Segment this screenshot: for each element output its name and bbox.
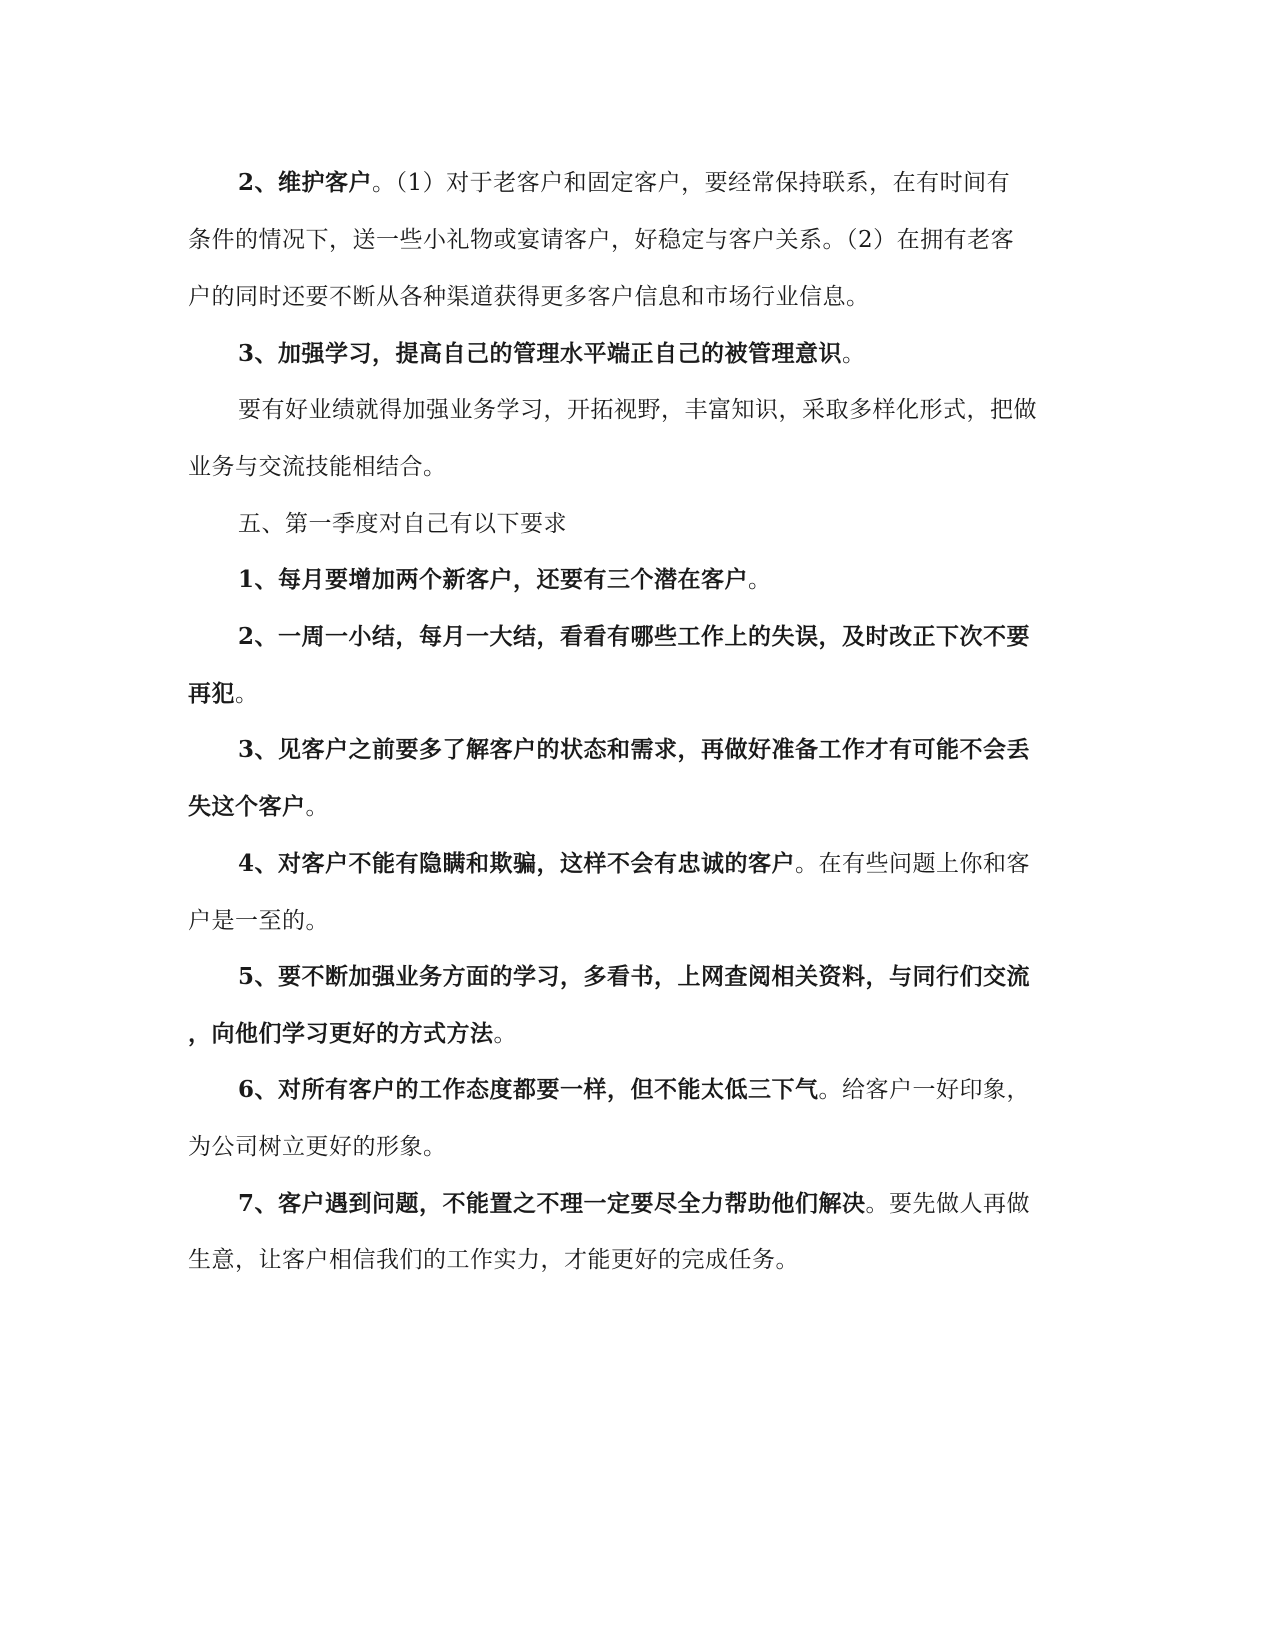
text-line [188, 1019, 1088, 1049]
text-line [238, 849, 1088, 879]
text-line [188, 1245, 1088, 1275]
bold-text: 3、见客户之前要多了解客户的状态和需求，再做好准备工作才有可能不会丢 [238, 736, 1031, 763]
normal-text: 要有好业绩就得加强业务学习，开拓视野，丰富知识，采取多样化形式，把做 [238, 397, 1037, 423]
bold-text: 6、对所有客户的工作态度都要一样，但不能太低三下气 [238, 1076, 819, 1103]
text-line [238, 395, 1088, 425]
text-line [238, 565, 1088, 595]
text-line [188, 1132, 1088, 1162]
normal-text: 。 [842, 341, 866, 367]
text-line [238, 735, 1088, 765]
bold-text: 2、一周一小结，每月一大结，看看有哪些工作上的失误，及时改正下次不要 [238, 623, 1031, 650]
normal-text: 。 [493, 1021, 517, 1047]
normal-text: 。要先做人再做 [865, 1191, 1031, 1217]
bold-text: ，向他们学习更好的方式方法 [188, 1020, 494, 1047]
normal-text: 。 [305, 794, 329, 820]
normal-text: 户的同时还要不断从各种渠道获得更多客户信息和市场行业信息。 [188, 284, 870, 310]
bold-text: 7、客户遇到问题，不能置之不理一定要尽全力帮助他们解决 [238, 1190, 866, 1217]
normal-text: 业务与交流技能相结合。 [188, 454, 447, 480]
text-line [188, 225, 1088, 255]
bold-text: 4、对客户不能有隐瞒和欺骗，这样不会有忠诚的客户 [238, 850, 796, 877]
section-heading [238, 509, 1088, 539]
bold-text: 再犯 [188, 680, 235, 707]
normal-text: 。给客户一好印象， [818, 1077, 1031, 1103]
text-line [188, 792, 1088, 822]
normal-text: 条件的情况下，送一些小礼物或宴请客户，好稳定与客户关系。（2）在拥有老客 [188, 227, 1015, 253]
text-line [188, 679, 1088, 709]
text-line [188, 906, 1088, 936]
text-line [238, 339, 1088, 369]
bold-text: 5、要不断加强业务方面的学习，多看书，上网查阅相关资料，与同行们交流 [238, 963, 1031, 990]
text-line [238, 962, 1088, 992]
normal-text: 。 [748, 567, 772, 593]
bold-text: 1、每月要增加两个新客户，还要有三个潜在客户 [238, 566, 749, 593]
text-line [238, 1075, 1088, 1105]
text-line [188, 282, 1088, 312]
text-line [188, 452, 1088, 482]
bold-text: 3、加强学习，提高自己的管理水平端正自己的被管理意识 [238, 340, 843, 367]
bold-text: 失这个客户 [188, 793, 306, 820]
normal-text: 户是一至的。 [188, 908, 329, 934]
text-line [238, 168, 1088, 198]
normal-text: 生意，让客户相信我们的工作实力，才能更好的完成任务。 [188, 1247, 799, 1273]
normal-text: 。在有些问题上你和客 [795, 851, 1031, 877]
text-line [238, 1189, 1088, 1219]
normal-text: 五、第一季度对自己有以下要求 [238, 511, 567, 537]
bold-text: 2、维护客户 [238, 169, 373, 196]
normal-text: 。（1）对于老客户和固定客户，要经常保持联系，在有时间有 [372, 170, 1011, 196]
normal-text: 。 [235, 681, 259, 707]
normal-text: 为公司树立更好的形象。 [188, 1134, 447, 1160]
text-line [238, 622, 1088, 652]
